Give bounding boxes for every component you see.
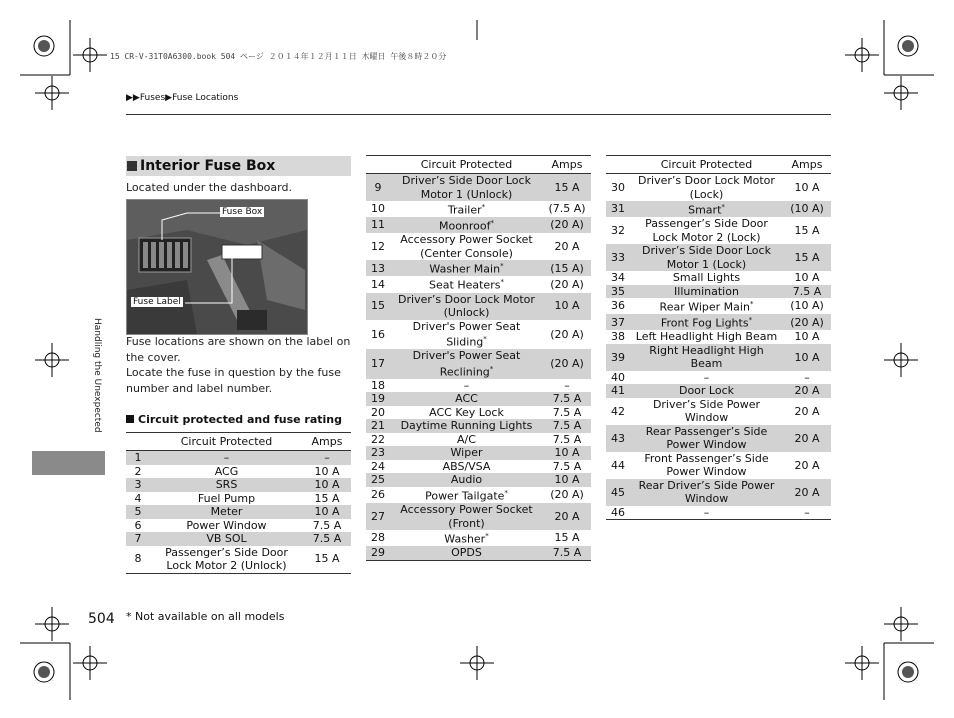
amps-value: 20 A bbox=[783, 479, 831, 506]
fuse-number: 8 bbox=[126, 546, 150, 574]
amps-value: 20 A bbox=[783, 384, 831, 398]
amps-value: 10 A bbox=[794, 180, 820, 194]
fuse-table-1 bbox=[126, 432, 351, 574]
page-number: 504 bbox=[88, 611, 115, 627]
circuit-protected: Washer* bbox=[444, 532, 489, 546]
amps-value: – bbox=[564, 378, 570, 392]
amps-value: (10 A) bbox=[783, 201, 831, 217]
circuit-protected: Smart* bbox=[630, 201, 783, 217]
circuit-protected: Driver’s Door Lock Motor (Unlock) bbox=[390, 293, 543, 320]
chapter-tab bbox=[32, 451, 105, 475]
col-circuit: Circuit Protected bbox=[390, 156, 543, 174]
amps-value: (20 A) bbox=[543, 217, 591, 233]
circuit-protected: Moonroof* bbox=[390, 217, 543, 233]
amps-value: 15 A bbox=[554, 531, 580, 545]
print-header: 15 CR-V-31T0A6300.book 504 ページ ２０１４年１２月１１日 木曜日 午後８時２０分 bbox=[110, 52, 447, 61]
amps-value: 7.5 A bbox=[552, 405, 582, 419]
table-row bbox=[366, 392, 591, 406]
fuse-number: 40 bbox=[611, 370, 625, 384]
table-header bbox=[606, 156, 831, 174]
fuse-number: 11 bbox=[366, 217, 390, 233]
fuse-number: 23 bbox=[366, 446, 390, 460]
breadcrumb-arrows: ▶▶ bbox=[126, 93, 140, 103]
circuit-protected: Daytime Running Lights bbox=[390, 419, 543, 433]
fuse-number: 39 bbox=[606, 344, 630, 371]
circuit-protected: Driver's Power Seat Sliding* bbox=[412, 319, 521, 349]
amps-value: (20 A) bbox=[550, 277, 584, 291]
amps-value: 10 A bbox=[794, 330, 820, 344]
section-title-text: Interior Fuse Box bbox=[140, 158, 276, 174]
amps-value: (20 A) bbox=[783, 314, 831, 330]
table-row bbox=[366, 546, 591, 560]
table-row bbox=[366, 473, 591, 487]
amps-value: 7.5 A bbox=[543, 392, 591, 406]
table-row bbox=[606, 398, 831, 425]
amps-value: 10 A bbox=[543, 446, 591, 460]
table-row bbox=[366, 320, 591, 350]
table-row bbox=[606, 506, 831, 520]
table-row bbox=[366, 446, 591, 460]
amps-value: (15 A) bbox=[543, 260, 591, 276]
table-row bbox=[366, 379, 591, 393]
circuit-protected: Front Fog Lights* bbox=[630, 314, 783, 330]
amps-value: 7.5 A bbox=[312, 518, 342, 532]
circuit-protected: Door Lock bbox=[630, 384, 783, 398]
table-row bbox=[366, 201, 591, 217]
amps-value: 10 A bbox=[543, 473, 591, 487]
chapter-side-label: Handling the Unexpected bbox=[92, 318, 102, 433]
table-row bbox=[606, 298, 831, 314]
circuit-protected: Rear Passenger’s Side Power Window bbox=[630, 425, 783, 452]
fuse-number: 34 bbox=[611, 271, 625, 285]
callout-leader-lines bbox=[127, 200, 307, 334]
col-amps: Amps bbox=[543, 156, 591, 174]
fuse-number: 43 bbox=[606, 425, 630, 452]
table-row bbox=[606, 384, 831, 398]
amps-value: 15 A bbox=[314, 491, 340, 505]
fuse-number: 25 bbox=[366, 473, 390, 487]
table-row bbox=[366, 349, 591, 379]
amps-value: 15 A bbox=[783, 244, 831, 271]
fuse-number: 31 bbox=[606, 201, 630, 217]
circuit-protected: Illumination bbox=[630, 285, 783, 299]
fuse-number: 1 bbox=[126, 451, 150, 465]
table-row bbox=[366, 174, 591, 202]
circuit-protected: Driver’s Side Power Window bbox=[652, 397, 761, 425]
circuit-protected: Driver’s Side Door Lock Motor 1 (Lock) bbox=[630, 244, 783, 271]
square-bullet-icon bbox=[126, 415, 134, 423]
circuit-protected: Driver’s Door Lock Motor (Lock) bbox=[638, 174, 775, 201]
table-row bbox=[606, 285, 831, 299]
table-row bbox=[366, 276, 591, 292]
fuse-number: 46 bbox=[606, 506, 630, 520]
amps-value: 7.5 A bbox=[543, 419, 591, 433]
table-row bbox=[366, 530, 591, 546]
table-row bbox=[366, 293, 591, 320]
breadcrumb-separator: ▶ bbox=[165, 93, 173, 103]
fuse-number: 44 bbox=[611, 458, 625, 472]
table-row bbox=[366, 419, 591, 433]
fuse-number: 10 bbox=[371, 202, 385, 216]
table-row bbox=[126, 451, 351, 465]
fuse-number: 21 bbox=[366, 419, 390, 433]
fuse-number: 45 bbox=[606, 479, 630, 506]
fuse-number: 30 bbox=[611, 180, 625, 194]
amps-value: (7.5 A) bbox=[548, 202, 586, 216]
amps-value: 15 A bbox=[543, 174, 591, 202]
circuit-protected: Meter bbox=[150, 505, 303, 519]
fuse-number: 14 bbox=[371, 277, 385, 291]
amps-value: – bbox=[783, 506, 831, 520]
col-number bbox=[606, 156, 630, 174]
table-row bbox=[366, 233, 591, 260]
fuse-table-3 bbox=[606, 155, 831, 520]
table-row bbox=[126, 519, 351, 533]
circuit-protected: Trailer* bbox=[447, 203, 486, 217]
location-text: Located under the dashboard. bbox=[126, 181, 292, 194]
fuse-number: 32 bbox=[611, 223, 625, 237]
table-row bbox=[606, 479, 831, 506]
amps-value: 20 A bbox=[794, 404, 820, 418]
fuse-number: 7 bbox=[126, 532, 150, 546]
circuit-protected: ACG bbox=[214, 464, 239, 478]
fuse-number: 29 bbox=[366, 546, 390, 560]
fuse-box-callout: Fuse Box bbox=[222, 207, 263, 217]
table-row bbox=[126, 505, 351, 519]
fuse-number: 20 bbox=[371, 405, 385, 419]
amps-value: 20 A bbox=[794, 458, 820, 472]
circuit-protected: ACC bbox=[390, 392, 543, 406]
amps-value: (20 A) bbox=[543, 349, 591, 379]
table-row bbox=[606, 174, 831, 202]
fuse-number: 6 bbox=[134, 518, 142, 532]
amps-value: 20 A bbox=[543, 503, 591, 530]
circuit-protected: Accessory Power Socket (Front) bbox=[390, 503, 543, 530]
fuse-number: 26 bbox=[371, 488, 385, 502]
fuse-number: 2 bbox=[134, 464, 142, 478]
table-row bbox=[126, 492, 351, 506]
table-row bbox=[126, 546, 351, 574]
fuse-label-callout: Fuse Label bbox=[133, 297, 181, 307]
fuse-number: 22 bbox=[371, 432, 385, 446]
rating-subhead bbox=[126, 413, 342, 426]
circuit-protected: ACC Key Lock bbox=[429, 405, 504, 419]
circuit-protected: Rear Wiper Main* bbox=[659, 300, 754, 314]
fuse-number: 9 bbox=[366, 174, 390, 202]
col-number bbox=[126, 433, 150, 451]
col-circuit: Circuit Protected bbox=[150, 433, 303, 451]
table-row bbox=[366, 217, 591, 233]
fuse-number: 37 bbox=[606, 314, 630, 330]
table-row bbox=[126, 532, 351, 546]
fuse-number: 17 bbox=[366, 349, 390, 379]
table-row bbox=[366, 487, 591, 503]
fuse-number: 36 bbox=[611, 299, 625, 313]
table-header bbox=[366, 156, 591, 174]
cover-label-text: Fuse locations are shown on the label on the cover. bbox=[126, 335, 351, 364]
fuse-number: 27 bbox=[366, 503, 390, 530]
circuit-protected: OPDS bbox=[390, 546, 543, 560]
table-row bbox=[126, 478, 351, 492]
col-number bbox=[366, 156, 390, 174]
amps-value: – bbox=[804, 370, 810, 384]
circuit-protected: Rear Driver’s Side Power Window bbox=[630, 479, 783, 506]
circuit-protected: – bbox=[150, 451, 303, 465]
fuse-number: 15 bbox=[366, 293, 390, 320]
table-row bbox=[606, 314, 831, 330]
table-row bbox=[606, 330, 831, 344]
table-row bbox=[366, 406, 591, 420]
circuit-protected: – bbox=[463, 378, 470, 392]
amps-value: 10 A bbox=[794, 271, 820, 285]
amps-value: 7.5 A bbox=[552, 432, 582, 446]
amps-value: – bbox=[303, 451, 351, 465]
fuse-number: 18 bbox=[371, 378, 385, 392]
fuse-number: 33 bbox=[606, 244, 630, 271]
circuit-protected: Driver's Power Seat Reclining* bbox=[390, 349, 543, 379]
circuit-protected: Washer Main* bbox=[390, 260, 543, 276]
circuit-protected: Power Window bbox=[186, 518, 267, 532]
col-amps: Amps bbox=[783, 156, 831, 174]
circuit-protected: Accessory Power Socket (Center Console) bbox=[400, 233, 533, 260]
footnote: * Not available on all models bbox=[126, 610, 285, 623]
table-row bbox=[126, 465, 351, 479]
fuse-number: 24 bbox=[371, 459, 385, 473]
fuse-number: 38 bbox=[611, 330, 625, 344]
amps-value: 10 A bbox=[314, 464, 340, 478]
col-circuit: Circuit Protected bbox=[630, 156, 783, 174]
circuit-protected: Right Headlight High Beam bbox=[630, 344, 783, 371]
amps-value: (20 A) bbox=[550, 488, 584, 502]
header-rule bbox=[126, 114, 831, 115]
fuse-box-photo bbox=[126, 199, 308, 335]
circuit-protected: Driver’s Side Door Lock Motor 1 (Unlock) bbox=[390, 174, 543, 202]
amps-value: 7.5 A bbox=[552, 459, 582, 473]
circuit-protected: Front Passenger’s Side Power Window bbox=[644, 451, 769, 479]
amps-value: 15 A bbox=[794, 223, 820, 237]
table-row bbox=[606, 217, 831, 244]
breadcrumb-fuse-locations[interactable]: Fuse Locations bbox=[172, 93, 239, 103]
table-row bbox=[606, 201, 831, 217]
table-row bbox=[366, 460, 591, 474]
fuse-number: 19 bbox=[366, 392, 390, 406]
table-row bbox=[606, 271, 831, 285]
circuit-protected: SRS bbox=[150, 478, 303, 492]
table-row bbox=[606, 344, 831, 371]
amps-value: 10 A bbox=[543, 293, 591, 320]
circuit-protected: Seat Heaters* bbox=[429, 278, 504, 293]
rating-subhead-text: Circuit protected and fuse rating bbox=[138, 413, 342, 426]
circuit-protected: Small Lights bbox=[672, 271, 741, 285]
circuit-protected: Audio bbox=[390, 473, 543, 487]
fuse-number: 42 bbox=[611, 404, 625, 418]
table-row bbox=[606, 425, 831, 452]
fuse-number: 3 bbox=[126, 478, 150, 492]
table-row bbox=[606, 452, 831, 479]
fuse-number: 12 bbox=[371, 240, 385, 254]
table-row bbox=[366, 503, 591, 530]
table-row bbox=[606, 244, 831, 271]
circuit-protected: Left Headlight High Beam bbox=[635, 330, 778, 344]
fuse-number: 5 bbox=[126, 505, 150, 519]
table-row bbox=[366, 260, 591, 276]
circuit-protected: Power Tailgate* bbox=[425, 488, 508, 503]
circuit-protected: Fuel Pump bbox=[197, 491, 256, 505]
amps-value: (10 A) bbox=[790, 299, 824, 313]
fuse-number: 41 bbox=[606, 384, 630, 398]
fuse-number: 4 bbox=[134, 491, 142, 505]
circuit-protected: – bbox=[703, 370, 710, 384]
amps-value: 10 A bbox=[303, 505, 351, 519]
table-row bbox=[366, 433, 591, 447]
fuse-table-2 bbox=[366, 155, 591, 561]
square-bullet-icon bbox=[127, 161, 137, 171]
fuse-number: 13 bbox=[366, 260, 390, 276]
circuit-protected: A/C bbox=[457, 432, 476, 446]
breadcrumb bbox=[126, 93, 238, 103]
fuse-number: 16 bbox=[371, 327, 385, 341]
amps-value: 20 A bbox=[783, 425, 831, 452]
circuit-protected: VB SOL bbox=[150, 532, 303, 546]
col-amps: Amps bbox=[303, 433, 351, 451]
circuit-protected: Passenger’s Side Door Lock Motor 2 (Unlock) bbox=[150, 546, 303, 574]
fuse-number: 35 bbox=[606, 285, 630, 299]
fuse-number: 28 bbox=[371, 531, 385, 545]
circuit-protected: Passenger’s Side Door Lock Motor 2 (Lock) bbox=[645, 217, 768, 244]
table-row bbox=[606, 371, 831, 385]
amps-value: (20 A) bbox=[550, 327, 584, 341]
amps-value: 7.5 A bbox=[303, 532, 351, 546]
circuit-protected: – bbox=[630, 506, 783, 520]
breadcrumb-fuses[interactable]: Fuses bbox=[139, 93, 166, 103]
section-title bbox=[126, 156, 351, 176]
table-header bbox=[126, 433, 351, 451]
amps-value: 7.5 A bbox=[783, 285, 831, 299]
amps-value: 10 A bbox=[783, 344, 831, 371]
locate-fuse-text: Locate the fuse in question by the fuse number and label number. bbox=[126, 366, 341, 395]
amps-value: 7.5 A bbox=[543, 546, 591, 560]
circuit-protected: ABS/VSA bbox=[442, 459, 491, 473]
amps-value: 15 A bbox=[303, 546, 351, 574]
circuit-protected: Wiper bbox=[390, 446, 543, 460]
amps-value: 10 A bbox=[303, 478, 351, 492]
amps-value: 20 A bbox=[554, 240, 580, 254]
